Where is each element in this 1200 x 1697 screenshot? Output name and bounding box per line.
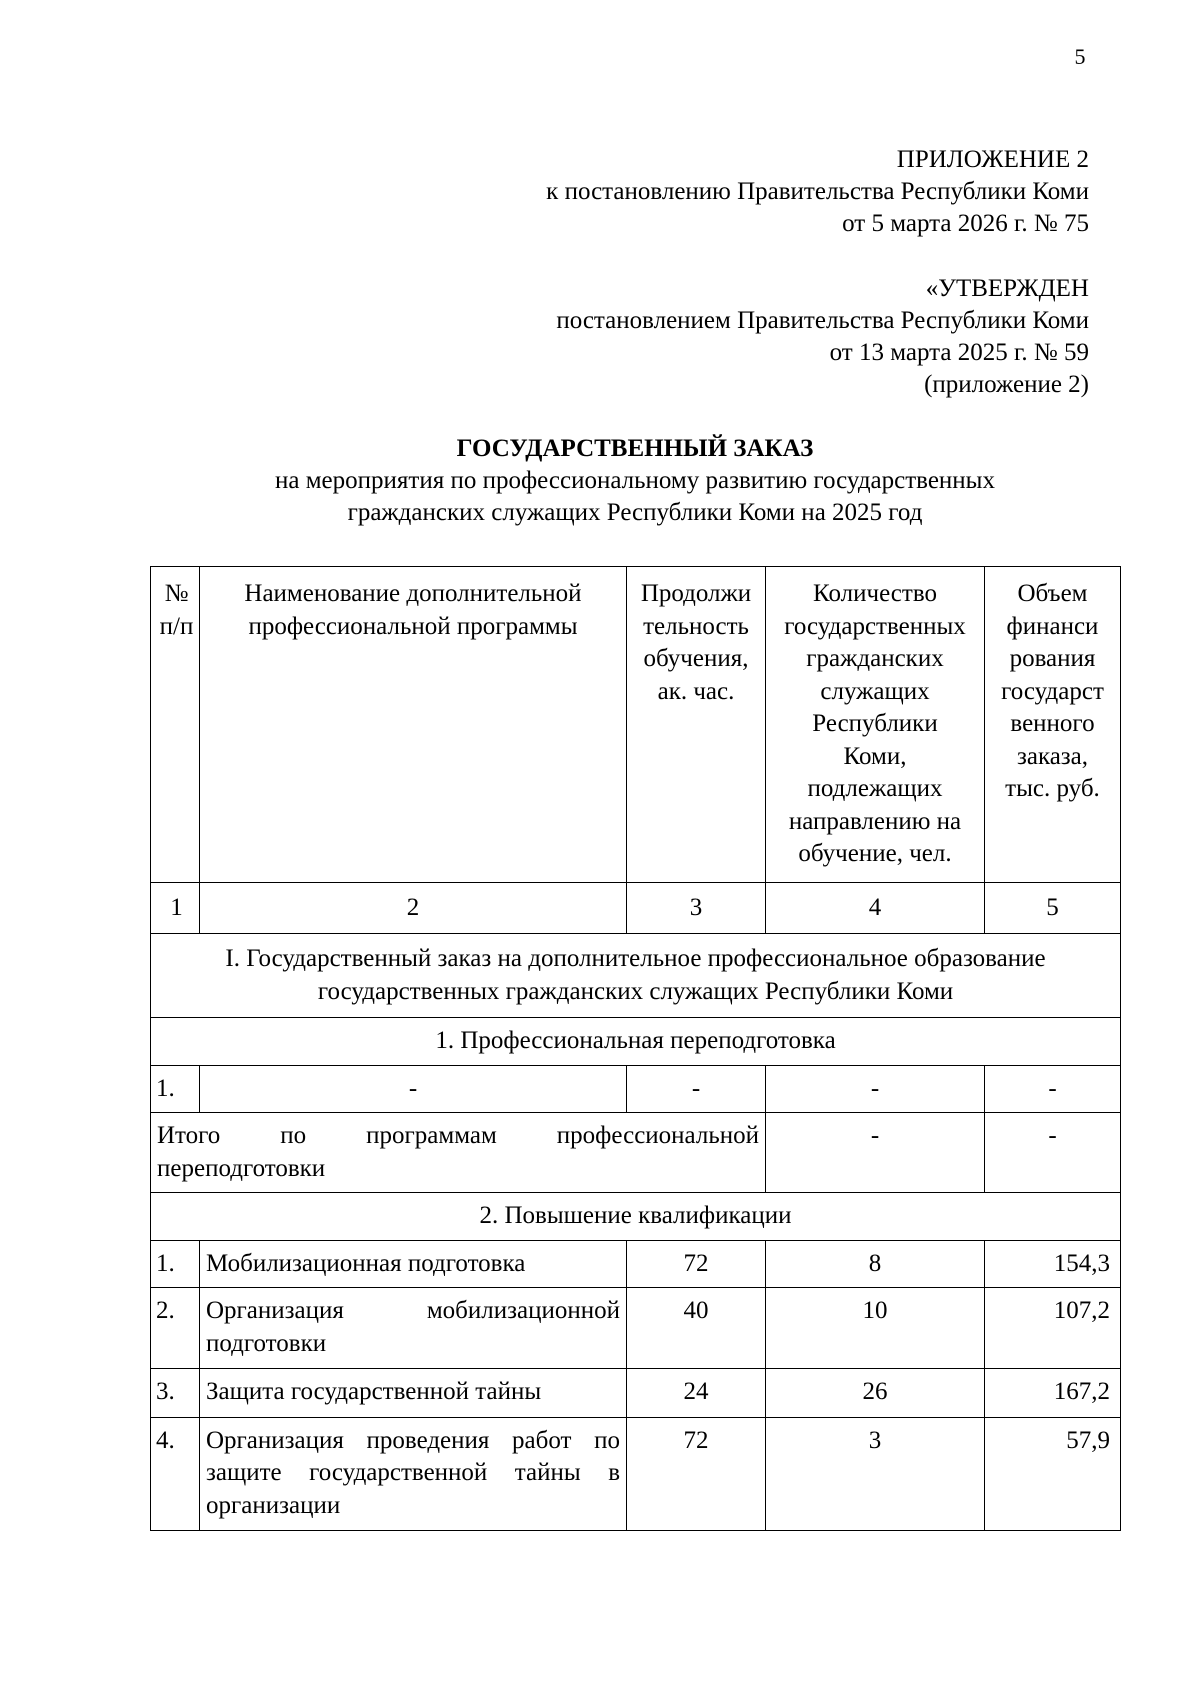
header-number: № п/п <box>151 567 200 883</box>
appendix-reference: к постановлению Правительства Республики Коми <box>546 178 1089 205</box>
row-hours: 40 <box>627 1288 766 1369</box>
row-number: 2. <box>151 1288 200 1369</box>
column-number: 4 <box>766 882 985 934</box>
header-program-name: Наименование дополнительной профессиональной программы <box>200 567 627 883</box>
column-number-row <box>151 882 1121 934</box>
state-order-table <box>150 566 1121 1531</box>
total-row <box>151 1113 1121 1193</box>
row-amount: - <box>985 1065 1121 1113</box>
header-employee-count: Количество государственных гражданских служащих Республики Коми, подлежащих направлению на обучение, чел. <box>766 567 985 883</box>
subsection-row <box>151 1193 1121 1241</box>
page-number: 5 <box>1074 44 1086 69</box>
section-heading: I. Государственный заказ на дополнительное профессиональное образование государственных гражданских служащих Республики Коми <box>151 934 1121 1018</box>
table-row <box>151 1240 1121 1288</box>
row-hours: 72 <box>627 1417 766 1531</box>
total-count: - <box>766 1113 985 1193</box>
title-main: ГОСУДАРСТВЕННЫЙ ЗАКАЗ <box>456 435 814 462</box>
row-hours: 24 <box>627 1369 766 1418</box>
row-number: 1. <box>151 1065 200 1113</box>
total-amount: - <box>985 1113 1121 1193</box>
approved-appendix: (приложение 2) <box>924 371 1089 398</box>
column-number: 1 <box>151 882 200 934</box>
row-amount: 167,2 <box>985 1369 1121 1418</box>
approved-reference: постановлением Правительства Республики Коми <box>556 307 1089 334</box>
title-subtitle-line1: на мероприятия по профессиональному развитию государственных <box>275 467 995 494</box>
table-row <box>151 1369 1121 1418</box>
appendix-date: от 5 марта 2026 г. № 75 <box>842 210 1089 237</box>
row-amount: 57,9 <box>985 1417 1121 1531</box>
subsection-row <box>151 1018 1121 1066</box>
column-number: 2 <box>200 882 627 934</box>
table-row <box>151 1065 1121 1113</box>
row-count: - <box>766 1065 985 1113</box>
column-number: 5 <box>985 882 1121 934</box>
document-title <box>150 433 1120 529</box>
row-count: 8 <box>766 1240 985 1288</box>
row-program-name: - <box>200 1065 627 1113</box>
row-count: 3 <box>766 1417 985 1531</box>
title-subtitle-line2: гражданских служащих Республики Коми на 2025 год <box>347 499 923 526</box>
row-amount: 107,2 <box>985 1288 1121 1369</box>
row-number: 4. <box>151 1417 200 1531</box>
approved-label: «УТВЕРЖДЕН <box>925 275 1089 302</box>
row-number: 3. <box>151 1369 200 1418</box>
approval-stamp-text <box>556 273 1089 401</box>
row-hours: - <box>627 1065 766 1113</box>
row-count: 10 <box>766 1288 985 1369</box>
table-row <box>151 1417 1121 1531</box>
row-hours: 72 <box>627 1240 766 1288</box>
row-program-name: Защита государственной тайны <box>200 1369 627 1418</box>
row-program-name: Организация проведения работ по защите государственной тайны в организации <box>200 1417 627 1531</box>
row-program-name: Мобилизационная подготовка <box>200 1240 627 1288</box>
subsection-heading-retraining: 1. Профессиональная переподготовка <box>151 1018 1121 1066</box>
section-heading-row <box>151 934 1121 1018</box>
table-header-row <box>151 567 1121 883</box>
appendix-title: ПРИЛОЖЕНИЕ 2 <box>896 146 1089 173</box>
row-program-name: Организация мобилизационной подготовки <box>200 1288 627 1369</box>
row-amount: 154,3 <box>985 1240 1121 1288</box>
table-row <box>151 1288 1121 1369</box>
row-number: 1. <box>151 1240 200 1288</box>
row-count: 26 <box>766 1369 985 1418</box>
header-duration: Продолжи тельность обучения, ак. час. <box>627 567 766 883</box>
total-label: Итого по программам профессиональной переподготовки <box>151 1113 766 1193</box>
approved-date: от 13 марта 2025 г. № 59 <box>829 339 1089 366</box>
column-number: 3 <box>627 882 766 934</box>
appendix-header <box>546 144 1089 240</box>
subsection-heading-advanced-training: 2. Повышение квалификации <box>151 1193 1121 1241</box>
header-funding: Объем финанси рования государст венного заказа, тыс. руб. <box>985 567 1121 883</box>
